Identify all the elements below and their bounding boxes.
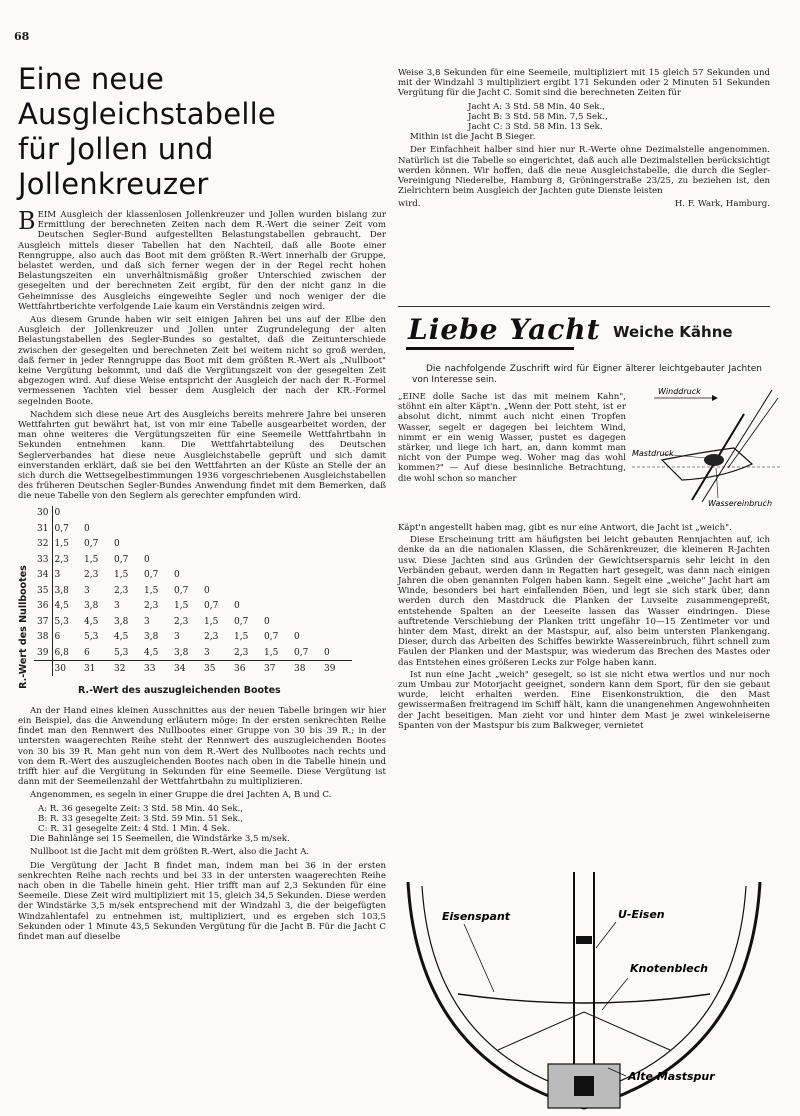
table-cell — [232, 537, 262, 553]
table-column-label: 37 — [262, 661, 292, 677]
result-b: Jacht B: 3 Std. 58 Min. 7,5 Sek., — [468, 111, 608, 122]
table-cell: 2,3 — [54, 554, 69, 565]
table-cell: 2,3 — [174, 616, 189, 627]
hull-section-figure — [398, 872, 770, 1112]
result-c: Jacht C: 3 Std. 58 Min. 13 Sek. — [468, 122, 603, 133]
table-cell — [322, 583, 352, 599]
mast-pressure-figure — [632, 382, 780, 512]
label-u-eisen: U-Eisen — [618, 908, 665, 921]
table-cell: 1,5 — [204, 616, 219, 627]
table-cell: 4,5 — [144, 647, 159, 658]
table-cell: 0 — [54, 508, 61, 519]
table-row — [34, 645, 352, 661]
table-cell — [322, 537, 352, 553]
article-paragraph: Nachdem sich diese neue Art des Ausgleichs bereits mehrere Jahre bei unseren Wettfahrten gut bewährt hat, ist von mir eine Tabelle ausgearbeitet worden, der man ohne weiteres die Vergütungszeiten für eine Seemeile Wettfahrtbahn in Sekunden entnehmen kann. Die Wettfahrtabteilung des Deutschen Seglerverbandes hat diese neue Ausgleichstabelle geprüft und sich damit einverstanden erklärt, daß sie bei den Wettfahrten an der Küste an Stelle der an sich durch die Wettsegelbestimmungen 1936 vorgeschriebenen Ausgleichstabellen des früheren Deutschen Segler-Bundes Anwendung findet mit dem Bemerken, daß die neue Tabelle von den Seglern als gerechter empfunden wird. — [18, 409, 386, 502]
table-cell — [262, 537, 292, 553]
table-row-label: 34 — [34, 568, 52, 584]
section-subtitle: Weiche Kähne — [613, 323, 733, 341]
table-row — [34, 630, 352, 646]
label-eisenspant: Eisenspant — [442, 910, 511, 923]
table-cell: 4,5 — [84, 616, 99, 627]
table-cell: 1,5 — [174, 601, 189, 612]
table-cell: 0 — [114, 539, 120, 550]
table-cell — [172, 537, 202, 553]
table-cell: 0,7 — [144, 570, 159, 581]
table-cell: 0,7 — [264, 632, 279, 643]
table-cell — [292, 568, 322, 584]
table-cell: 0 — [84, 523, 90, 534]
table-cell: 3 — [114, 601, 120, 612]
table-cell: 6,8 — [54, 647, 69, 658]
table-y-axis-label: R.-Wert des Nullbootes — [17, 564, 29, 689]
table-corner — [34, 661, 52, 677]
table-column-label: 34 — [172, 661, 202, 677]
table-row-label: 36 — [34, 599, 52, 615]
table-cell: 1,5 — [54, 539, 69, 550]
table-cell: 3,8 — [174, 647, 189, 658]
signature-line — [398, 199, 770, 209]
table-cell — [292, 521, 322, 537]
table-row — [34, 599, 352, 615]
table-cell: 3,8 — [54, 585, 69, 596]
table-row-label: 37 — [34, 614, 52, 630]
table-row — [34, 537, 352, 553]
table-cell — [322, 614, 352, 630]
example-b: B: R. 33 gesegelte Zeit: 3 Std. 59 Min. 51 Sek., — [38, 813, 244, 824]
table-cell: 0 — [294, 632, 300, 643]
table-cell — [232, 568, 262, 584]
table-cell — [202, 552, 232, 568]
table-column-label: 38 — [292, 661, 322, 677]
table-cell: 0,7 — [84, 539, 99, 550]
table-cell — [292, 506, 322, 522]
article-paragraph: Die Vergütung der Jacht B findet man, indem man bei 36 in der ersten senkrechten Reihe nach rechts und bei 33 in der untersten waagerechten Reihe nach oben in die Tabelle hinein geht. Hier trifft man auf 2,3 Sekunden für eine Seemeile. Diese Zeit wird multipliziert mit 15, gleich 34,5 Sekunden. Diese werden der Windstärke 3,5 m/sek entsprechend mit der Windzahl 3, die der beigefügten Windzahlentafel zu entnehmen ist, multipliziert, und es ergeben sich 103,5 Sekunden oder 1 Minute 43,5 Sekunden Vergütung für die Jacht B. Für die Jacht C findet man auf dieselbe — [18, 860, 386, 942]
table-cell — [202, 506, 232, 522]
table-row-label: 39 — [34, 645, 52, 661]
table-cell: 2,3 — [84, 570, 99, 581]
table-cell: 0,7 — [294, 647, 309, 658]
table-row-label: 31 — [34, 521, 52, 537]
table-cell: 4,5 — [54, 601, 69, 612]
table-cell — [262, 506, 292, 522]
article-paragraph: Ist nun eine Jacht „weich" gesegelt, so ist sie nicht etwa wertlos und nur noch zum Umbau zur Motorjacht geeignet, sondern kann dem Sport, für den sie gebaut wurde, leicht erhalten werden. Eine Eisenkonstruktion, die den Mast gewissermaßen freitragend im Schiff hält, kann die unangenehmen Angewohnheiten der Jacht beseitigen. Man zieht vor und hinter dem Mast je zwei winkeleiserne Spanten von der Mastspur bis zum Balkweger, vernietet — [398, 669, 770, 731]
article-paragraph: Aus diesem Grunde haben wir seit einigen Jahren bei uns auf der Elbe den Ausgleich der Jollenkreuzer und Jollen unter Zugrundelegung der alten Belastungstabellen des Segler-Bundes so gestaltet, daß die Zeitunterschiede zwischen der gesegelten und berechneten Zeit bei weitem nicht so groß werden, daß ferner in jeder Renngruppe das Boot mit dem größten R.-Wert als „Nullboot" keine Vergütung bekommt, und daß die Vergütungszeit von der gesegelten Zeit abgezogen wird. Auf diese Weise entspricht der Ausgleich der nach der R.-Formel vermessenen Yachten viel besser dem Ausgleich der nach der KR.-Formel segelnden Boote. — [18, 315, 386, 407]
table-cell — [292, 583, 322, 599]
table-cell — [322, 599, 352, 615]
table-cell: 3 — [204, 647, 210, 658]
table-cell: 0,7 — [234, 616, 249, 627]
ausgleich-table-figure — [18, 506, 386, 702]
table-column-label: 33 — [142, 661, 172, 677]
article-paragraph: An der Hand eines kleinen Ausschnittes aus der neuen Tabelle bringen wir hier ein Beispiel, das die Anwendung erläutern möge: In der ersten senkrechten Reihe findet man den Rennwert des Nullbootes einer Gruppe von 30 bis 39 R.; in der untersten waagerechten Reihe steht der Rennwert des auszugleichenden Bootes von 30 bis 39 R. Man geht nun von dem R.-Wert des Nullbootes nach rechts und von dem R.-Wert des auszugleichenden Bootes nach oben in die Tabelle hinein und trifft hier auf die Vergütung in Sekunden für eine Seemeile. Diese Vergütung ist dann mit der Seemeilenzahl der Wettfahrtbahn zu multiplizieren. — [18, 705, 386, 788]
table-column-label: 31 — [82, 661, 112, 677]
article-paragraph: Weise 3,8 Sekunden für eine Seemeile, multipliziert mit 15 gleich 57 Sekunden und mit der Windzahl 3 multipliziert ergibt 171 Sekunden oder 2 Minuten 51 Sekunden Vergütung für die Jacht C. Somit sind die berechneten Zeiten für — [398, 68, 770, 99]
table-cell — [232, 583, 262, 599]
article-paragraph: „EINE dolle Sache ist das mit meinem Kahn", stöhnt ein alter Käpt'n. „Wenn der Pott steht, ist er absolut dicht, nimmt auch nicht einen Tropfen Wasser, segelt er dagegen bei leichtem Wind, nimmt er ein wenig Wasser, pustet es dagegen stärker, und liege ich hart, an, dann kommt man nicht von der Pumpe weg. Woher mag das wohl kommen?" — Auf diese besinnliche Betrachtung, die wohl schon so mancher — [398, 392, 626, 484]
table-row — [34, 506, 352, 522]
logo-underline — [406, 347, 574, 350]
article2-narrow-column — [398, 392, 626, 484]
right-column-top — [398, 68, 770, 210]
table-cell: 3 — [174, 632, 180, 643]
section-banner — [398, 306, 770, 356]
table-cell — [202, 568, 232, 584]
table-cell — [292, 599, 322, 615]
label-mastdruck: Mastdruck — [632, 449, 674, 458]
table-cell — [322, 521, 352, 537]
table-cell: 3 — [144, 616, 150, 627]
drop-cap: B — [18, 207, 36, 235]
table-cell: 0 — [264, 616, 270, 627]
table-cell: 1,5 — [84, 554, 99, 565]
table-column-label: 35 — [202, 661, 232, 677]
article-paragraph: Angenommen, es segeln in einer Gruppe die drei Jachten A, B und C. — [30, 790, 332, 801]
title-line-2: für Jollen und Jollenkreuzer — [18, 132, 214, 201]
table-row — [34, 552, 352, 568]
liebe-yacht-logo: Liebe Yacht — [408, 313, 601, 346]
table-column-label: 32 — [112, 661, 142, 677]
table-cell: 5,3 — [114, 647, 129, 658]
ausgleich-table — [34, 506, 352, 677]
closing-word: wird. — [398, 199, 421, 210]
label-wassereinbruch: Wassereinbruch — [708, 499, 773, 508]
title-line-1: Eine neue Ausgleichstabelle — [18, 62, 276, 131]
article2-wide-column — [398, 523, 770, 733]
table-column-label: 39 — [322, 661, 352, 677]
label-winddruck: Winddruck — [658, 387, 701, 396]
table-cell: 2,3 — [234, 647, 249, 658]
table-cell — [202, 521, 232, 537]
table-cell — [292, 614, 322, 630]
table-row — [34, 568, 352, 584]
article-paragraph: Der Einfachheit halber sind hier nur R.-Werte ohne Dezimalstelle angenommen. Natürlich ist die Tabelle so eingerichtet, daß auch alle Dezimalstellen berücksichtigt werden können. Wir hoffen, daß die neue Ausgleichstabelle, die durch die Segler-Vereinigung Niederelbe, Hamburg 8, Gröningerstraße 23/25, zu beziehen ist, den Zielrichtern beim Ausgleich der Jachten gute Dienste leisten — [398, 145, 770, 197]
table-cell: 1,5 — [144, 585, 159, 596]
label-knotenblech: Knotenblech — [630, 962, 708, 975]
article-paragraph: BEIM Ausgleich der klassenlosen Jollenkreuzer und Jollen wurden bislang zur Ermittlung der berechneten Zeiten nach dem R.-Wert die seiner Zeit vom Deutschen Segler-Bund aufgestellten Belastungstabellen gebraucht. Der Ausgleich mittels dieser Tabellen hat den Nachteil, daß alle Boote einer Renngruppe, also auch das Boot mit dem größten R.-Wert innerhalb der Gruppe, belastet werden, und daß sich ferner wegen der in der Regel recht hohen Belastungszeiten ein unverhältnismäßig großer Unterschied zwischen der gesegelten und der berechneten Zeit ergibt, für den der nicht ganz in die Geheimnisse des Ausgleichs eingeweihte Segler und noch weniger der die Wettfahrtberichte verfolgende Laie kaum ein Verständnis zeigen wird. — [18, 207, 386, 312]
example-a: A: R. 36 gesegelte Zeit: 3 Std. 58 Min. 40 Sek., — [38, 803, 244, 814]
article-paragraph: Käpt'n angestellt haben mag, gibt es nur eine Antwort, die Jacht ist „weich". — [398, 523, 732, 533]
table-cell: 0,7 — [114, 554, 129, 565]
table-cell: 5,3 — [54, 616, 69, 627]
table-cell: 3 — [54, 570, 61, 581]
table-cell — [262, 599, 292, 615]
table-column-label: 36 — [232, 661, 262, 677]
table-row-label: 32 — [34, 537, 52, 553]
table-cell: 3,8 — [84, 601, 99, 612]
author-signature: H. F. Wark, Hamburg. — [674, 199, 770, 210]
table-cell — [142, 506, 172, 522]
table-cell: 2,3 — [204, 632, 219, 643]
table-x-axis-label: R.-Wert des auszugleichenden Bootes — [78, 684, 281, 696]
table-cell: 0 — [204, 585, 210, 596]
table-row-label: 30 — [34, 506, 52, 522]
table-cell: 3,8 — [144, 632, 159, 643]
table-cell — [172, 552, 202, 568]
table-cell — [172, 506, 202, 522]
table-footer-row — [34, 661, 352, 677]
table-cell: 1,5 — [234, 632, 249, 643]
table-cell — [232, 506, 262, 522]
table-cell — [142, 537, 172, 553]
table-cell — [322, 568, 352, 584]
table-cell — [292, 552, 322, 568]
table-row — [34, 614, 352, 630]
table-cell: 0 — [324, 647, 330, 658]
article-paragraph: Nullboot ist die Jacht mit dem größten R.-Wert, also die Jacht A. — [30, 847, 310, 858]
table-cell: 2,3 — [144, 601, 159, 612]
article-title — [18, 62, 386, 202]
table-cell — [82, 506, 112, 522]
table-cell — [232, 552, 262, 568]
article-paragraph: Mithin ist die Jacht B Sieger. — [410, 132, 536, 143]
table-row-label: 33 — [34, 552, 52, 568]
table-cell — [322, 552, 352, 568]
table-cell — [262, 552, 292, 568]
table-cell — [112, 506, 142, 522]
table-cell: 1,5 — [114, 570, 129, 581]
table-cell — [232, 521, 262, 537]
table-cell: 0,7 — [204, 601, 219, 612]
result-list — [398, 102, 770, 133]
table-cell: 6 — [84, 647, 90, 658]
table-cell: 5,3 — [84, 632, 99, 643]
table-cell — [322, 630, 352, 646]
table-cell: 3,8 — [114, 616, 129, 627]
table-cell: 0 — [234, 601, 240, 612]
table-cell — [172, 521, 202, 537]
table-cell: 6 — [54, 632, 61, 643]
table-cell — [262, 521, 292, 537]
table-cell: 0 — [144, 554, 150, 565]
table-cell: 1,5 — [264, 647, 279, 658]
table-row-label: 35 — [34, 583, 52, 599]
result-a: Jacht A: 3 Std. 58 Min. 40 Sek., — [468, 101, 605, 112]
example-c: C: R. 31 gesegelte Zeit: 4 Std. 1 Min. 4 Sek. — [38, 823, 230, 834]
table-cell: 2,3 — [114, 585, 129, 596]
table-cell: 0,7 — [174, 585, 189, 596]
article-paragraph: Diese Erscheinung tritt am häufigsten bei leicht gebauten Rennjachten auf, ich denke da an die nationalen Klassen, die Schärenkreuzer, die kleineren R-Jachten usw. Diese Jachten sind aus Gründen der Gewichtsersparnis sehr leicht in den Verbänden gebaut, werden dann in Regatten hart gesegelt, was dann nach einigen Jahren die oben genannten Folgen haben kann. Segelt eine „weiche" Jacht hart am Winde, besonders bei hart einfallenden Böen, und legt sie sich stark über, dann werden durch den Mastdruck die Planken der Luvseite zusammengepreßt, entstehende Spalten an der Leeseite lassen das Wasser eindringen. Diese auftretende Verschiebung der Planken tritt ungefähr 10—15 Zentimeter vor und hinter dem Mast, direkt an der Mastspur, auf, also beim untersten Plankengang. Dieser, durch das Arbeiten des Schiffes bewirkte Wassereinbruch, führt schnell zum Faulen der Planken und der Mastspur, was wiederum das Brechen des Mastes oder das Entstehen eines größeren Lecks zur Folge haben kann. — [398, 535, 770, 668]
table-row — [34, 521, 352, 537]
table-cell — [142, 521, 172, 537]
table-row — [34, 583, 352, 599]
example-list — [18, 804, 386, 835]
table-cell: 3 — [84, 585, 90, 596]
article-paragraph: Die Bahnlänge sei 15 Seemeilen, die Windstärke 3,5 m/sek. — [30, 834, 290, 845]
article-intro: Die nachfolgende Zuschrift wird für Eigner älterer leichtgebauter Jachten von Interesse sein. — [412, 364, 762, 385]
table-cell — [202, 537, 232, 553]
label-mastspur: Alte Mastspur — [628, 1070, 715, 1083]
table-cell — [112, 521, 142, 537]
table-cell — [292, 537, 322, 553]
table-cell — [262, 568, 292, 584]
page-number: 68 — [14, 30, 30, 43]
table-cell: 0,7 — [54, 523, 69, 534]
table-cell: 4,5 — [114, 632, 129, 643]
table-cell — [262, 583, 292, 599]
table-row-label: 38 — [34, 630, 52, 646]
table-cell — [322, 506, 352, 522]
table-cell: 0 — [174, 570, 180, 581]
left-column — [18, 62, 386, 945]
table-column-label: 30 — [52, 661, 82, 677]
